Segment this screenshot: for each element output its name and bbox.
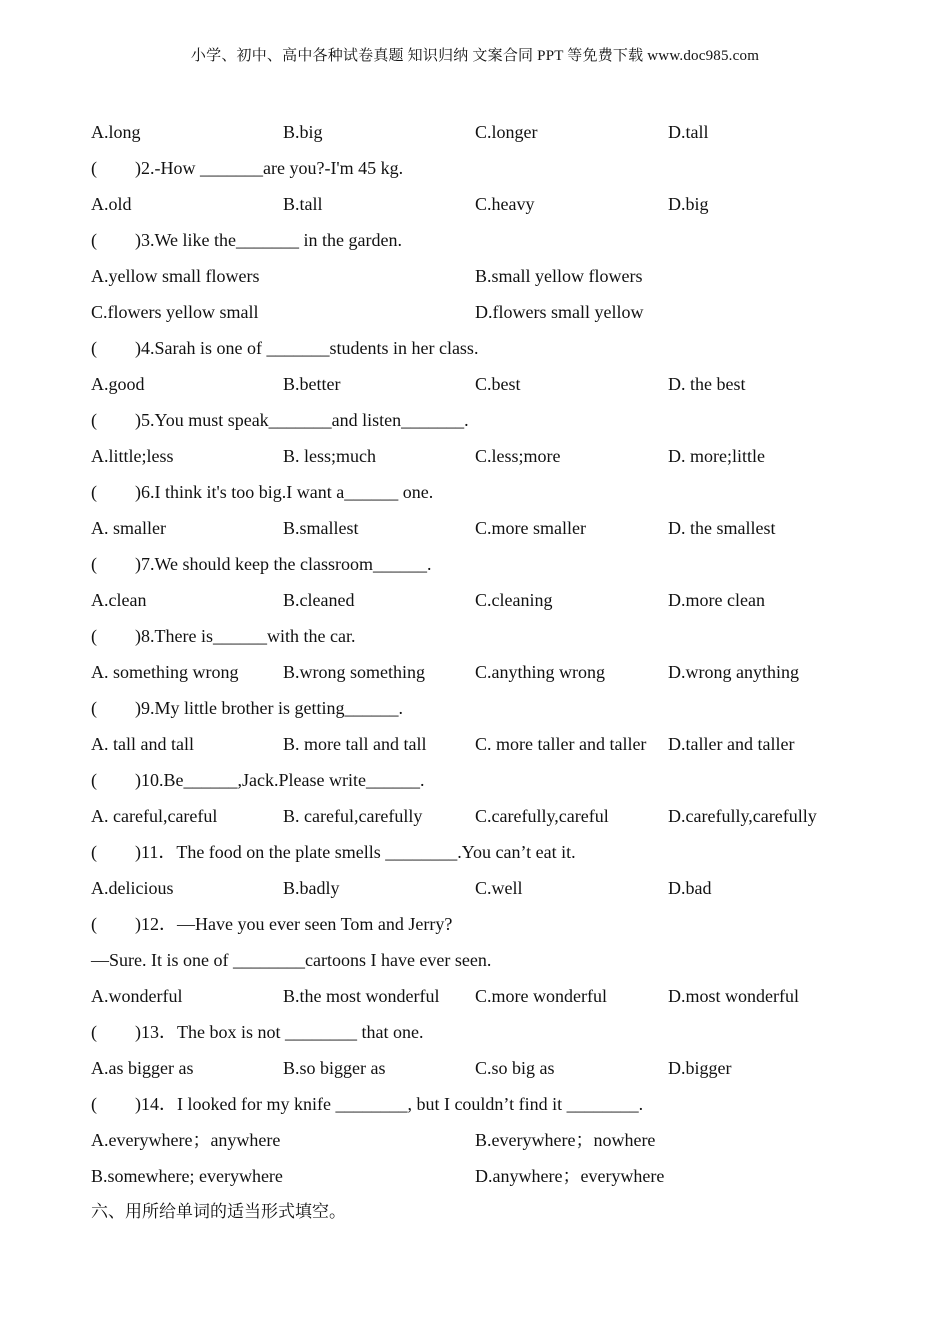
question-line	[91, 404, 891, 440]
answer-option: B.the most wonderful	[283, 986, 440, 1006]
options-row	[91, 116, 891, 152]
question-line	[91, 836, 891, 872]
answer-option: B.somewhere; everywhere	[91, 1166, 283, 1186]
options-row	[91, 584, 891, 620]
answer-bracket: (	[91, 1022, 97, 1042]
options-row	[91, 368, 891, 404]
answer-option: C.longer	[475, 122, 538, 142]
question-text: )7.We should keep the classroom______.	[135, 554, 432, 574]
answer-option: B.badly	[283, 878, 340, 898]
answer-option: B.so bigger as	[283, 1058, 386, 1078]
answer-bracket: (	[91, 770, 97, 790]
answer-option: D.anywhere；everywhere	[475, 1166, 665, 1186]
answer-option: B. careful,carefully	[283, 806, 423, 826]
answer-option: B.tall	[283, 194, 323, 214]
answer-option: A. careful,careful	[91, 806, 218, 826]
answer-option: C.carefully,careful	[475, 806, 609, 826]
answer-option: A. something wrong	[91, 662, 239, 682]
answer-option: C.so big as	[475, 1058, 555, 1078]
answer-option: D.wrong anything	[668, 662, 799, 682]
answer-option: D.flowers small yellow	[475, 302, 644, 322]
question-text: )3.We like the_______ in the garden.	[135, 230, 402, 250]
answer-bracket: (	[91, 554, 97, 574]
answer-bracket: (	[91, 842, 97, 862]
question-text: )5.You must speak_______and listen_______.	[135, 410, 469, 430]
answer-option: A.wonderful	[91, 986, 183, 1006]
question-text: )8.There is______with the car.	[135, 626, 356, 646]
answer-option: D. the smallest	[668, 518, 776, 538]
question-line	[91, 620, 891, 656]
question-line	[91, 1088, 891, 1124]
answer-option: D.bigger	[668, 1058, 732, 1078]
answer-option: D.taller and taller	[668, 734, 795, 754]
answer-option: D.carefully,carefully	[668, 806, 817, 826]
page-header: 小学、初中、高中各种试卷真题 知识归纳 文案合同 PPT 等免费下载 www.doc985.com	[190, 48, 760, 64]
answer-option: A.clean	[91, 590, 147, 610]
question-text: )4.Sarah is one of _______students in her class.	[135, 338, 479, 358]
options-row	[91, 296, 891, 332]
answer-option: A.good	[91, 374, 145, 394]
answer-option: A.as bigger as	[91, 1058, 194, 1078]
options-row	[91, 1160, 891, 1196]
answer-option: B.small yellow flowers	[475, 266, 643, 286]
options-row	[91, 728, 891, 764]
answer-option: A. smaller	[91, 518, 166, 538]
options-row	[91, 440, 891, 476]
answer-bracket: (	[91, 410, 97, 430]
answer-option: D.more clean	[668, 590, 765, 610]
answer-option: D.most wonderful	[668, 986, 799, 1006]
question-line	[91, 692, 891, 728]
answer-bracket: (	[91, 914, 97, 934]
answer-option: A.everywhere；anywhere	[91, 1130, 281, 1150]
answer-bracket: (	[91, 1094, 97, 1114]
question-text: )9.My little brother is getting______.	[135, 698, 403, 718]
question-text: )14．I looked for my knife ________, but I couldn’t find it ________.	[135, 1094, 644, 1114]
options-row	[91, 512, 891, 548]
question-line	[91, 1016, 891, 1052]
answer-option: C.more smaller	[475, 518, 586, 538]
answer-option: A.yellow small flowers	[91, 266, 260, 286]
answer-option: B.wrong something	[283, 662, 425, 682]
options-row	[91, 1052, 891, 1088]
options-row	[91, 188, 891, 224]
answer-option: C. more taller and taller	[475, 734, 647, 754]
answer-option: A. tall and tall	[91, 734, 194, 754]
question-line	[91, 908, 891, 944]
question-text: )12．—Have you ever seen Tom and Jerry?	[135, 914, 453, 934]
answer-bracket: (	[91, 698, 97, 718]
question-line	[91, 476, 891, 512]
answer-option: C.more wonderful	[475, 986, 607, 1006]
answer-option: C.best	[475, 374, 521, 394]
question-text: )6.I think it's too big.I want a______ one.	[135, 482, 434, 502]
answer-option: C.flowers yellow small	[91, 302, 259, 322]
answer-option: B.big	[283, 122, 323, 142]
answer-bracket: (	[91, 338, 97, 358]
question-text-line: —Sure. It is one of ________cartoons I have ever seen.	[91, 950, 492, 970]
options-row	[91, 656, 891, 692]
answer-option: B.smallest	[283, 518, 359, 538]
answer-option: A.old	[91, 194, 132, 214]
answer-option: B. less;much	[283, 446, 376, 466]
options-row	[91, 260, 891, 296]
answer-option: C.cleaning	[475, 590, 553, 610]
answer-option: D. the best	[668, 374, 746, 394]
answer-bracket: (	[91, 230, 97, 250]
answer-bracket: (	[91, 626, 97, 646]
answer-option: D.big	[668, 194, 709, 214]
answer-option: C.well	[475, 878, 523, 898]
question-text: )11．The food on the plate smells ________.You can’t eat it.	[135, 842, 576, 862]
answer-option: B.everywhere；nowhere	[475, 1130, 656, 1150]
options-row	[91, 800, 891, 836]
worksheet-body	[91, 116, 891, 1232]
question-line	[91, 764, 891, 800]
question-text: )2.-How _______are you?-I'm 45 kg.	[135, 158, 404, 178]
answer-option: D.tall	[668, 122, 709, 142]
question-text: )13．The box is not ________ that one.	[135, 1022, 424, 1042]
options-row	[91, 980, 891, 1016]
answer-option: C.anything wrong	[475, 662, 605, 682]
answer-option: B. more tall and tall	[283, 734, 427, 754]
options-row	[91, 1124, 891, 1160]
answer-option: A.long	[91, 122, 141, 142]
question-text: )10.Be______,Jack.Please write______.	[135, 770, 425, 790]
question-line	[91, 224, 891, 260]
answer-option: A.delicious	[91, 878, 174, 898]
answer-option: C.less;more	[475, 446, 561, 466]
answer-bracket: (	[91, 482, 97, 502]
answer-option: A.little;less	[91, 446, 174, 466]
answer-option: D.bad	[668, 878, 712, 898]
section-heading: 六、用所给单词的适当形式填空。	[91, 1202, 346, 1222]
answer-bracket: (	[91, 158, 97, 178]
answer-option: B.better	[283, 374, 341, 394]
answer-option: D. more;little	[668, 446, 765, 466]
question-line	[91, 152, 891, 188]
question-line	[91, 332, 891, 368]
question-line	[91, 548, 891, 584]
answer-option: B.cleaned	[283, 590, 355, 610]
answer-option: C.heavy	[475, 194, 535, 214]
options-row	[91, 872, 891, 908]
